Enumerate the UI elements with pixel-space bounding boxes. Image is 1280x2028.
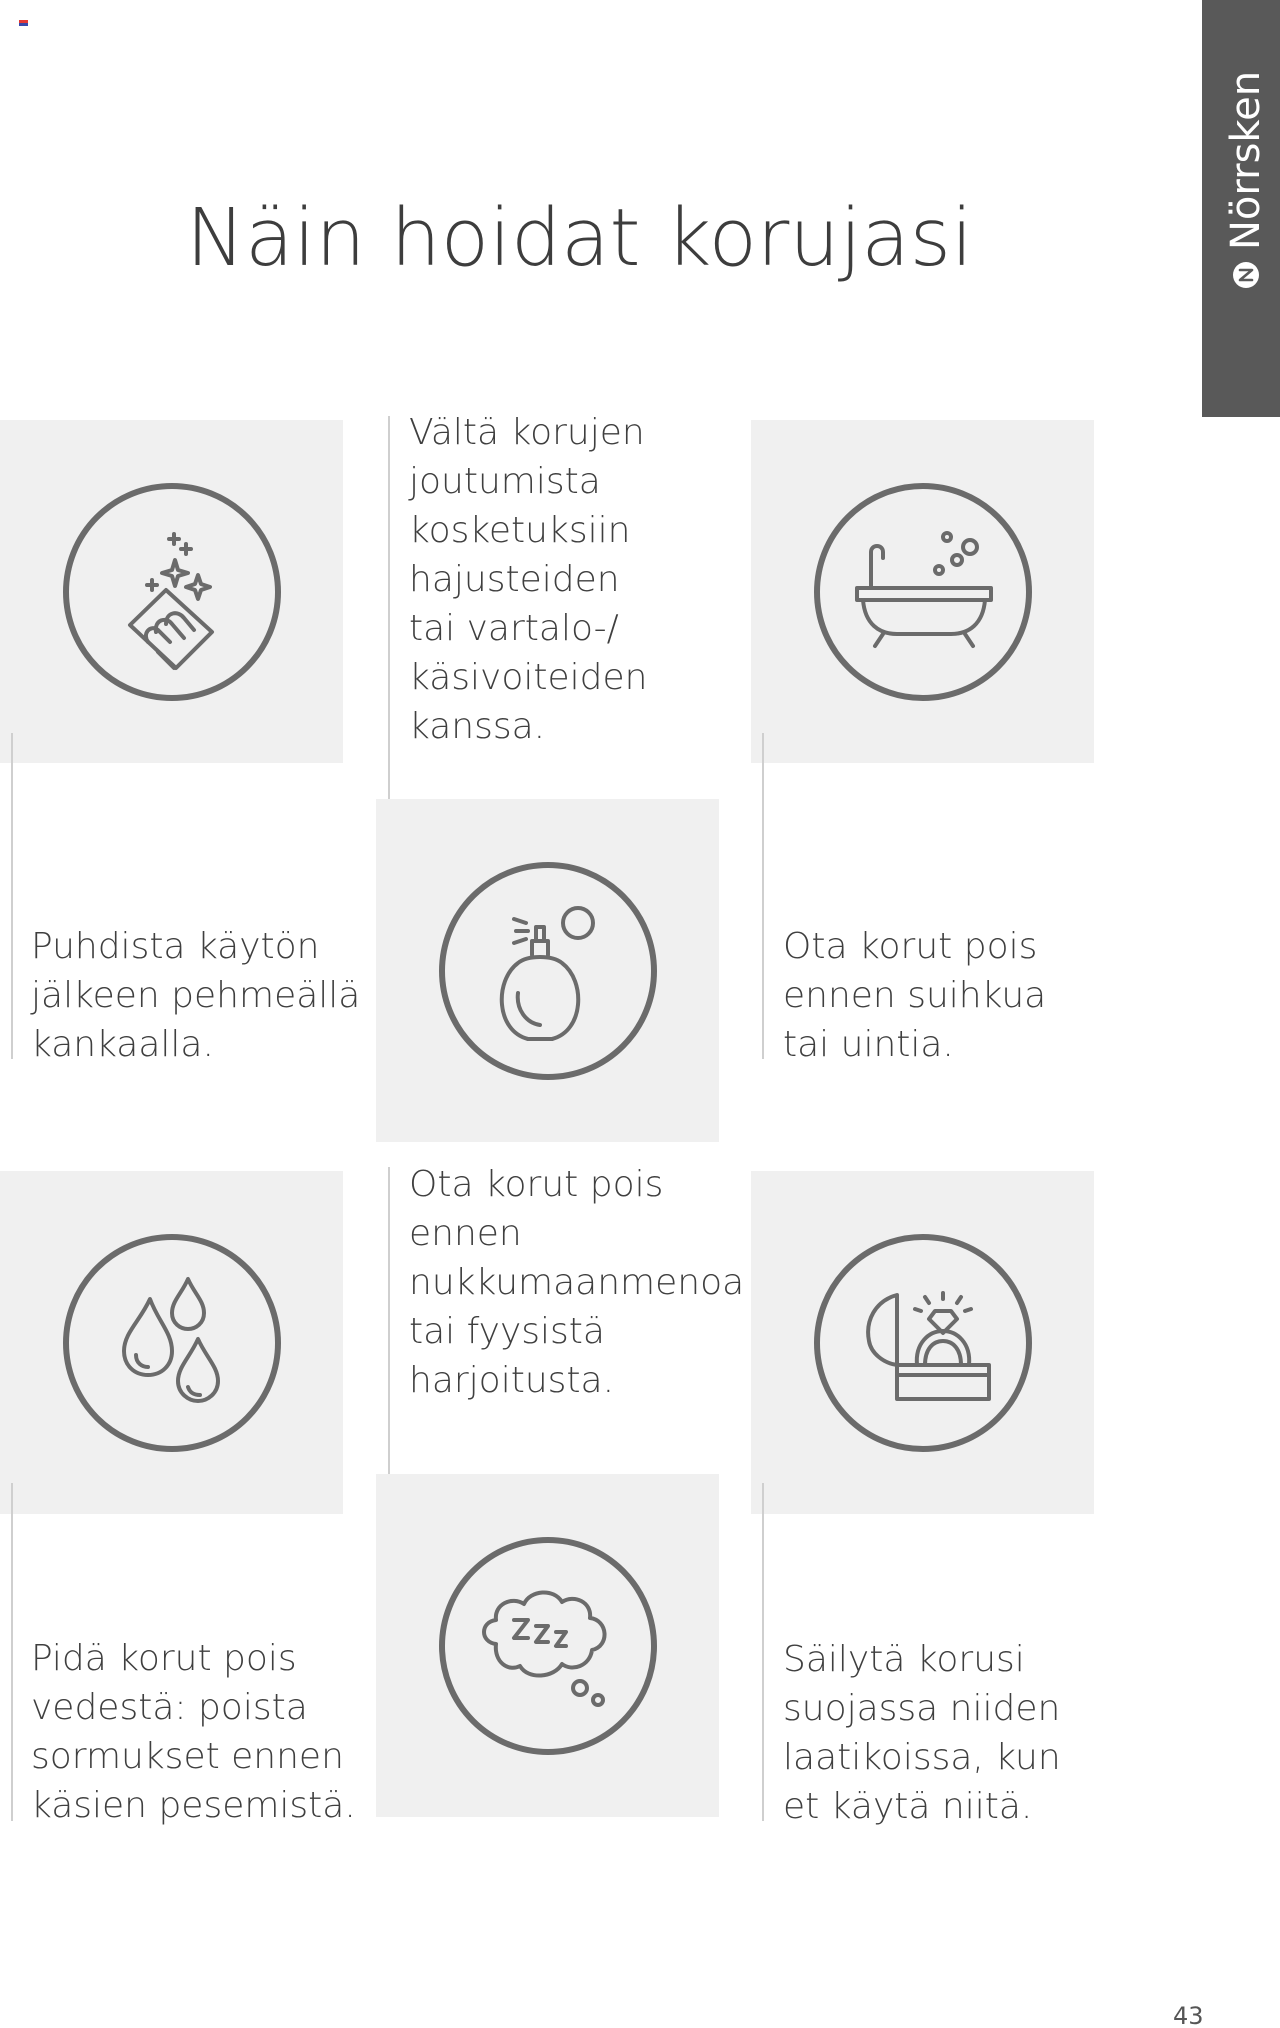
page-title: Näin hoidat korujasi (186, 192, 973, 284)
divider-line (762, 733, 764, 1059)
tile-water (0, 1171, 343, 1514)
divider-line (762, 1483, 764, 1821)
divider-line (11, 733, 13, 1059)
water-drops-icon (0, 1171, 343, 1514)
tile-ring-box (751, 1171, 1094, 1514)
tile-sleep (376, 1474, 719, 1817)
divider-line (11, 1483, 13, 1821)
tile-perfume (376, 799, 719, 1142)
brand-name: Nörrsken (1223, 70, 1269, 250)
cleaning-cloth-icon (0, 420, 343, 763)
page-number: 43 (1173, 2002, 1204, 2028)
perfume-bottle-icon (376, 799, 719, 1142)
bathtub-icon (751, 420, 1094, 763)
brand-logo-icon (1231, 260, 1261, 290)
tile-cleaning (0, 420, 343, 763)
ring-box-icon (751, 1171, 1094, 1514)
care-text-cleaning: Puhdista käytön jälkeen pehmeällä kankaalla. (31, 926, 361, 1065)
brand-tab (1202, 0, 1280, 417)
tile-bathtub (751, 420, 1094, 763)
care-text-sleep: Ota korut pois ennen nukkumaanmenoa tai fyysistä harjoitusta. (409, 1164, 745, 1401)
care-text-storage: Säilytä korusi suojassa niiden laatikoissa, kun et käytä niitä. (783, 1639, 1061, 1827)
divider-line (388, 416, 390, 832)
divider-line (388, 1167, 390, 1514)
sleep-icon (376, 1474, 719, 1817)
care-text-bathing: Ota korut pois ennen suihkua tai uintia. (783, 926, 1047, 1065)
language-flag-icon (19, 20, 28, 26)
care-text-perfume: Vältä korujen joutumista kosketuksiin hajusteiden tai vartalo-/ käsivoiteiden kanssa. (409, 412, 648, 747)
care-text-water: Pidä korut pois vedestä: poista sormukset ennen käsien pesemistä. (31, 1638, 356, 1826)
